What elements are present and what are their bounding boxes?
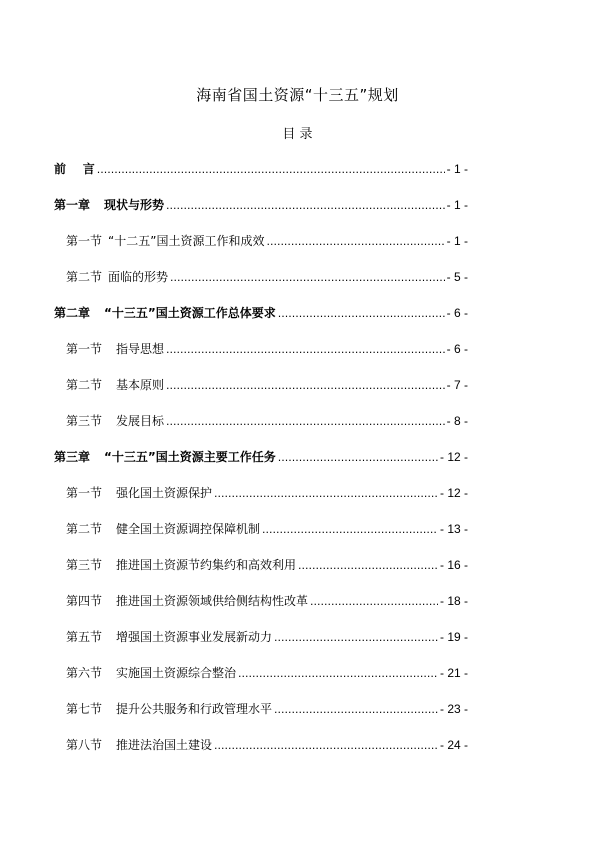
- toc-entry-3-7[interactable]: [54, 700, 468, 720]
- toc-leader-dots: [266, 235, 444, 248]
- toc-entry-number: 第八节: [66, 738, 103, 752]
- toc-entry-label: 面临的形势: [108, 270, 169, 284]
- toc-entry-number: 第六节: [66, 666, 103, 680]
- toc-entry-label: 指导思想: [116, 342, 165, 356]
- toc-page-number: - 1 -: [446, 162, 468, 176]
- toc-entry-number: 第三节: [66, 558, 103, 572]
- toc-entry-chapter-2[interactable]: [54, 304, 468, 324]
- toc-leader-dots: [274, 631, 438, 644]
- toc-entry-3-6[interactable]: [54, 664, 468, 684]
- toc-entry-label: “十三五”国土资源工作总体要求: [104, 306, 276, 320]
- toc-leader-dots: [310, 595, 438, 608]
- toc-entry-number: 第二节: [66, 522, 103, 536]
- toc-entry-label: 推进国土资源领域供给侧结构性改革: [116, 594, 309, 608]
- toc-page-number: - 23 -: [439, 702, 468, 716]
- toc-leader-dots: [166, 343, 445, 356]
- toc-entry-number: 第二节: [66, 378, 103, 392]
- toc-entry-3-4[interactable]: [54, 592, 468, 612]
- toc-entry-3-5[interactable]: [54, 628, 468, 648]
- toc-leader-dots: [298, 559, 438, 572]
- toc-leader-dots: [238, 667, 438, 680]
- toc-entry-number: 第七节: [66, 702, 103, 716]
- toc-leader-dots: [97, 163, 445, 176]
- toc-entry-number: 第二章: [54, 306, 91, 320]
- toc-entry-preface[interactable]: [54, 160, 468, 180]
- toc-entry-label: “十三五”国土资源主要工作任务: [104, 450, 276, 464]
- toc-page-number: - 5 -: [446, 270, 468, 284]
- toc-entry-label: 现状与形势: [104, 198, 165, 212]
- toc-entry-2-2[interactable]: [54, 376, 468, 396]
- toc-entry-label: 基本原则: [116, 378, 165, 392]
- toc-entry-label: 发展目标: [116, 414, 165, 428]
- toc-entry-number: 第一节: [66, 342, 103, 356]
- toc-entry-3-8[interactable]: [54, 736, 468, 756]
- toc-entry-number: 第一节: [66, 486, 103, 500]
- toc-leader-dots: [274, 703, 438, 716]
- toc-entry-2-3[interactable]: [54, 412, 468, 432]
- toc-heading: 目 录: [282, 127, 313, 142]
- toc-page-number: - 16 -: [439, 558, 468, 572]
- page-title: 海南省国土资源“十三五”规划: [196, 86, 399, 104]
- toc-entry-label: 增强国土资源事业发展新动力: [116, 630, 273, 644]
- toc-entry-number: 第四节: [66, 594, 103, 608]
- toc-entry-3-2[interactable]: [54, 520, 468, 540]
- toc-entry-number: 第二节: [66, 270, 103, 284]
- toc-page-number: - 8 -: [446, 414, 468, 428]
- toc-entry-number: 第一节: [66, 234, 103, 248]
- toc-page-number: - 18 -: [439, 594, 468, 608]
- toc-entry-number: 第三章: [54, 450, 91, 464]
- toc-leader-dots: [166, 379, 445, 392]
- toc-page-number: - 1 -: [446, 234, 468, 248]
- toc-leader-dots: [278, 451, 438, 464]
- toc-page-number: - 12 -: [439, 486, 468, 500]
- toc-entry-number: 第三节: [66, 414, 103, 428]
- toc-entry-label: 健全国土资源调控保障机制: [116, 522, 261, 536]
- toc-entry-3-1[interactable]: [54, 484, 468, 504]
- toc-entry-2-1[interactable]: [54, 340, 468, 360]
- toc-leader-dots: [214, 487, 438, 500]
- toc-page-number: - 24 -: [439, 738, 468, 752]
- toc-entry-label: “十二五”国土资源工作和成效: [108, 234, 265, 248]
- toc-leader-dots: [262, 523, 438, 536]
- toc-leader-dots: [278, 307, 445, 320]
- toc-page-number: - 19 -: [439, 630, 468, 644]
- toc-entry-label: 提升公共服务和行政管理水平: [116, 702, 273, 716]
- toc-page-number: - 13 -: [439, 522, 468, 536]
- toc-entry-chapter-3[interactable]: [54, 448, 468, 468]
- toc-leader-dots: [166, 415, 445, 428]
- toc-leader-dots: [166, 199, 445, 212]
- toc-entry-label: 强化国土资源保护: [116, 486, 213, 500]
- toc-entry-1-2[interactable]: [54, 268, 468, 288]
- toc-leader-dots: [214, 739, 438, 752]
- toc-page-number: - 21 -: [439, 666, 468, 680]
- toc-entry-label: 实施国土资源综合整治: [116, 666, 237, 680]
- toc-page-number: - 12 -: [439, 450, 468, 464]
- toc-page-number: - 6 -: [446, 306, 468, 320]
- toc-page-number: - 6 -: [446, 342, 468, 356]
- toc-page-number: - 1 -: [446, 198, 468, 212]
- toc-entry-number: 第一章: [54, 198, 91, 212]
- toc-entry-number: 第五节: [66, 630, 103, 644]
- toc-entry-3-3[interactable]: [54, 556, 468, 576]
- toc-page-number: - 7 -: [446, 378, 468, 392]
- toc-leader-dots: [170, 271, 445, 284]
- toc-entry-chapter-1[interactable]: [54, 196, 468, 216]
- toc-entry-label: 推进法治国土建设: [116, 738, 213, 752]
- toc-entry-label: 推进国土资源节约集约和高效利用: [116, 558, 297, 572]
- toc-entry-number: 前 言: [54, 162, 95, 176]
- toc-entry-1-1[interactable]: [54, 232, 468, 252]
